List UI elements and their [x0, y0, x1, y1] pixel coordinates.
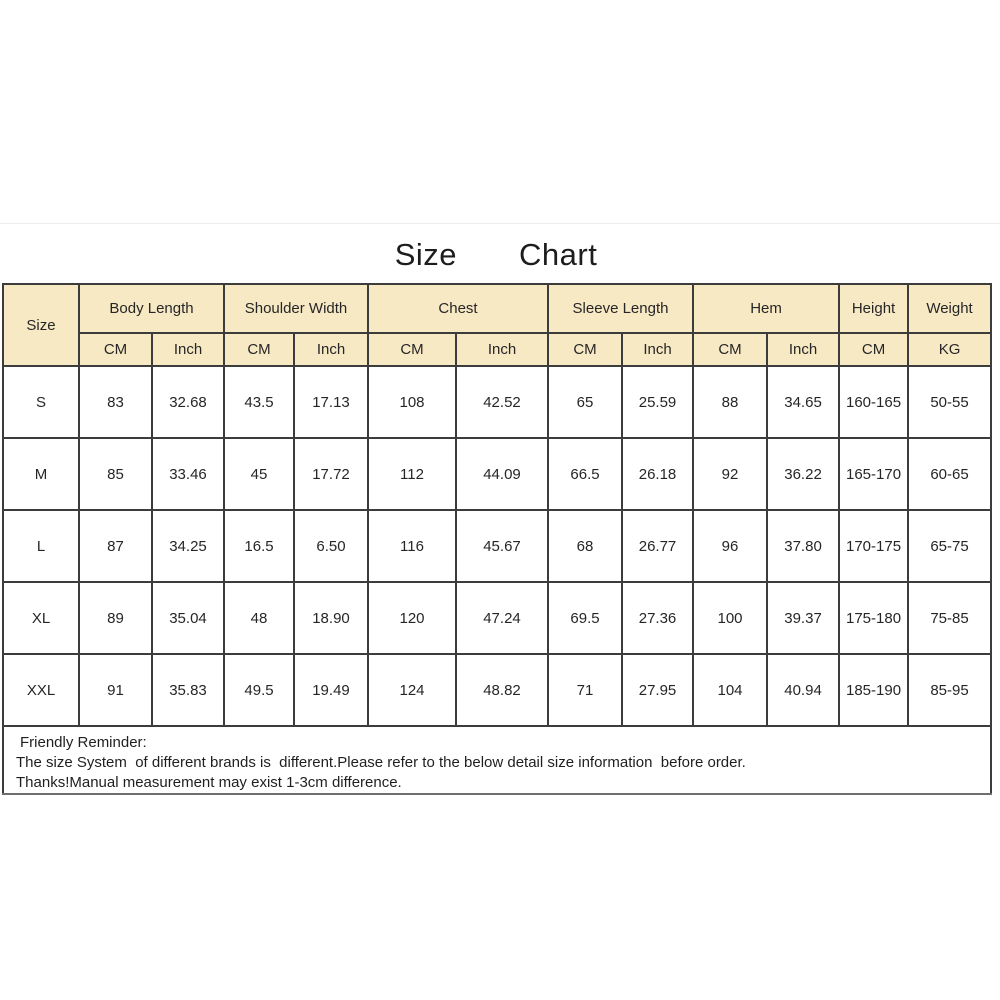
table-row-size-xxl — [3, 654, 991, 726]
value-cell: 27.36 — [622, 582, 693, 654]
value-cell: 91 — [79, 654, 152, 726]
unit-header-cm: CM — [839, 333, 908, 366]
unit-header-inch: Inch — [152, 333, 224, 366]
value-cell: 50-55 — [908, 366, 991, 438]
size-chart-table — [2, 283, 992, 795]
value-cell: 43.5 — [224, 366, 294, 438]
unit-header-kg: KG — [908, 333, 991, 366]
value-cell: 35.04 — [152, 582, 224, 654]
value-cell: 104 — [693, 654, 767, 726]
header-group-shoulder-width: Shoulder Width — [224, 284, 368, 333]
value-cell: 112 — [368, 438, 456, 510]
value-cell: 175-180 — [839, 582, 908, 654]
page-title-word-size: Size — [394, 237, 457, 272]
unit-header-inch: Inch — [622, 333, 693, 366]
reminder-line-1: Friendly Reminder: — [20, 734, 147, 751]
value-cell: 48 — [224, 582, 294, 654]
value-cell: 27.95 — [622, 654, 693, 726]
size-cell: XXL — [3, 654, 79, 726]
value-cell: 44.09 — [456, 438, 548, 510]
value-cell: 88 — [693, 366, 767, 438]
value-cell: 17.72 — [294, 438, 368, 510]
value-cell: 48.82 — [456, 654, 548, 726]
size-cell: XL — [3, 582, 79, 654]
value-cell: 100 — [693, 582, 767, 654]
size-chart-table-body — [3, 284, 991, 794]
size-cell: M — [3, 438, 79, 510]
value-cell: 85 — [79, 438, 152, 510]
table-row-size-s — [3, 366, 991, 438]
unit-header-inch: Inch — [456, 333, 548, 366]
reminder-note — [3, 726, 991, 794]
size-column-header: Size — [3, 284, 79, 366]
unit-header-cm: CM — [79, 333, 152, 366]
value-cell: 89 — [79, 582, 152, 654]
unit-header-inch: Inch — [767, 333, 839, 366]
value-cell: 17.13 — [294, 366, 368, 438]
header-group-chest: Chest — [368, 284, 548, 333]
header-row-units — [3, 333, 991, 366]
size-cell: L — [3, 510, 79, 582]
value-cell: 170-175 — [839, 510, 908, 582]
value-cell: 165-170 — [839, 438, 908, 510]
size-cell: S — [3, 366, 79, 438]
value-cell: 120 — [368, 582, 456, 654]
unit-header-inch: Inch — [294, 333, 368, 366]
header-group-height: Height — [839, 284, 908, 333]
value-cell: 49.5 — [224, 654, 294, 726]
page-title — [0, 237, 992, 273]
value-cell: 75-85 — [908, 582, 991, 654]
value-cell: 65-75 — [908, 510, 991, 582]
reminder-line-3: Thanks!Manual measurement may exist 1-3cm difference. — [16, 774, 402, 791]
value-cell: 66.5 — [548, 438, 622, 510]
header-group-body-length: Body Length — [79, 284, 224, 333]
value-cell: 19.49 — [294, 654, 368, 726]
value-cell: 68 — [548, 510, 622, 582]
header-group-hem: Hem — [693, 284, 839, 333]
unit-header-cm: CM — [548, 333, 622, 366]
value-cell: 47.24 — [456, 582, 548, 654]
value-cell: 26.18 — [622, 438, 693, 510]
value-cell: 65 — [548, 366, 622, 438]
value-cell: 26.77 — [622, 510, 693, 582]
value-cell: 25.59 — [622, 366, 693, 438]
unit-header-cm: CM — [693, 333, 767, 366]
reminder-note-row — [3, 726, 991, 794]
value-cell: 6.50 — [294, 510, 368, 582]
value-cell: 18.90 — [294, 582, 368, 654]
value-cell: 116 — [368, 510, 456, 582]
value-cell: 60-65 — [908, 438, 991, 510]
value-cell: 87 — [79, 510, 152, 582]
table-row-size-xl — [3, 582, 991, 654]
header-group-sleeve-length: Sleeve Length — [548, 284, 693, 333]
value-cell: 108 — [368, 366, 456, 438]
value-cell: 45.67 — [456, 510, 548, 582]
value-cell: 40.94 — [767, 654, 839, 726]
value-cell: 37.80 — [767, 510, 839, 582]
value-cell: 69.5 — [548, 582, 622, 654]
unit-header-cm: CM — [224, 333, 294, 366]
value-cell: 32.68 — [152, 366, 224, 438]
value-cell: 42.52 — [456, 366, 548, 438]
value-cell: 39.37 — [767, 582, 839, 654]
page-title-word-chart: Chart — [519, 237, 598, 272]
value-cell: 34.65 — [767, 366, 839, 438]
value-cell: 36.22 — [767, 438, 839, 510]
top-divider-line — [0, 223, 1000, 224]
value-cell: 160-165 — [839, 366, 908, 438]
reminder-line-2: The size System of different brands is different.Please refer to the below detail size information before order. — [16, 754, 746, 771]
table-row-size-l — [3, 510, 991, 582]
header-group-weight: Weight — [908, 284, 991, 333]
value-cell: 33.46 — [152, 438, 224, 510]
unit-header-cm: CM — [368, 333, 456, 366]
value-cell: 34.25 — [152, 510, 224, 582]
value-cell: 83 — [79, 366, 152, 438]
value-cell: 45 — [224, 438, 294, 510]
table-row-size-m — [3, 438, 991, 510]
value-cell: 85-95 — [908, 654, 991, 726]
header-row-groups — [3, 284, 991, 333]
value-cell: 16.5 — [224, 510, 294, 582]
value-cell: 96 — [693, 510, 767, 582]
value-cell: 71 — [548, 654, 622, 726]
value-cell: 35.83 — [152, 654, 224, 726]
value-cell: 92 — [693, 438, 767, 510]
value-cell: 185-190 — [839, 654, 908, 726]
value-cell: 124 — [368, 654, 456, 726]
